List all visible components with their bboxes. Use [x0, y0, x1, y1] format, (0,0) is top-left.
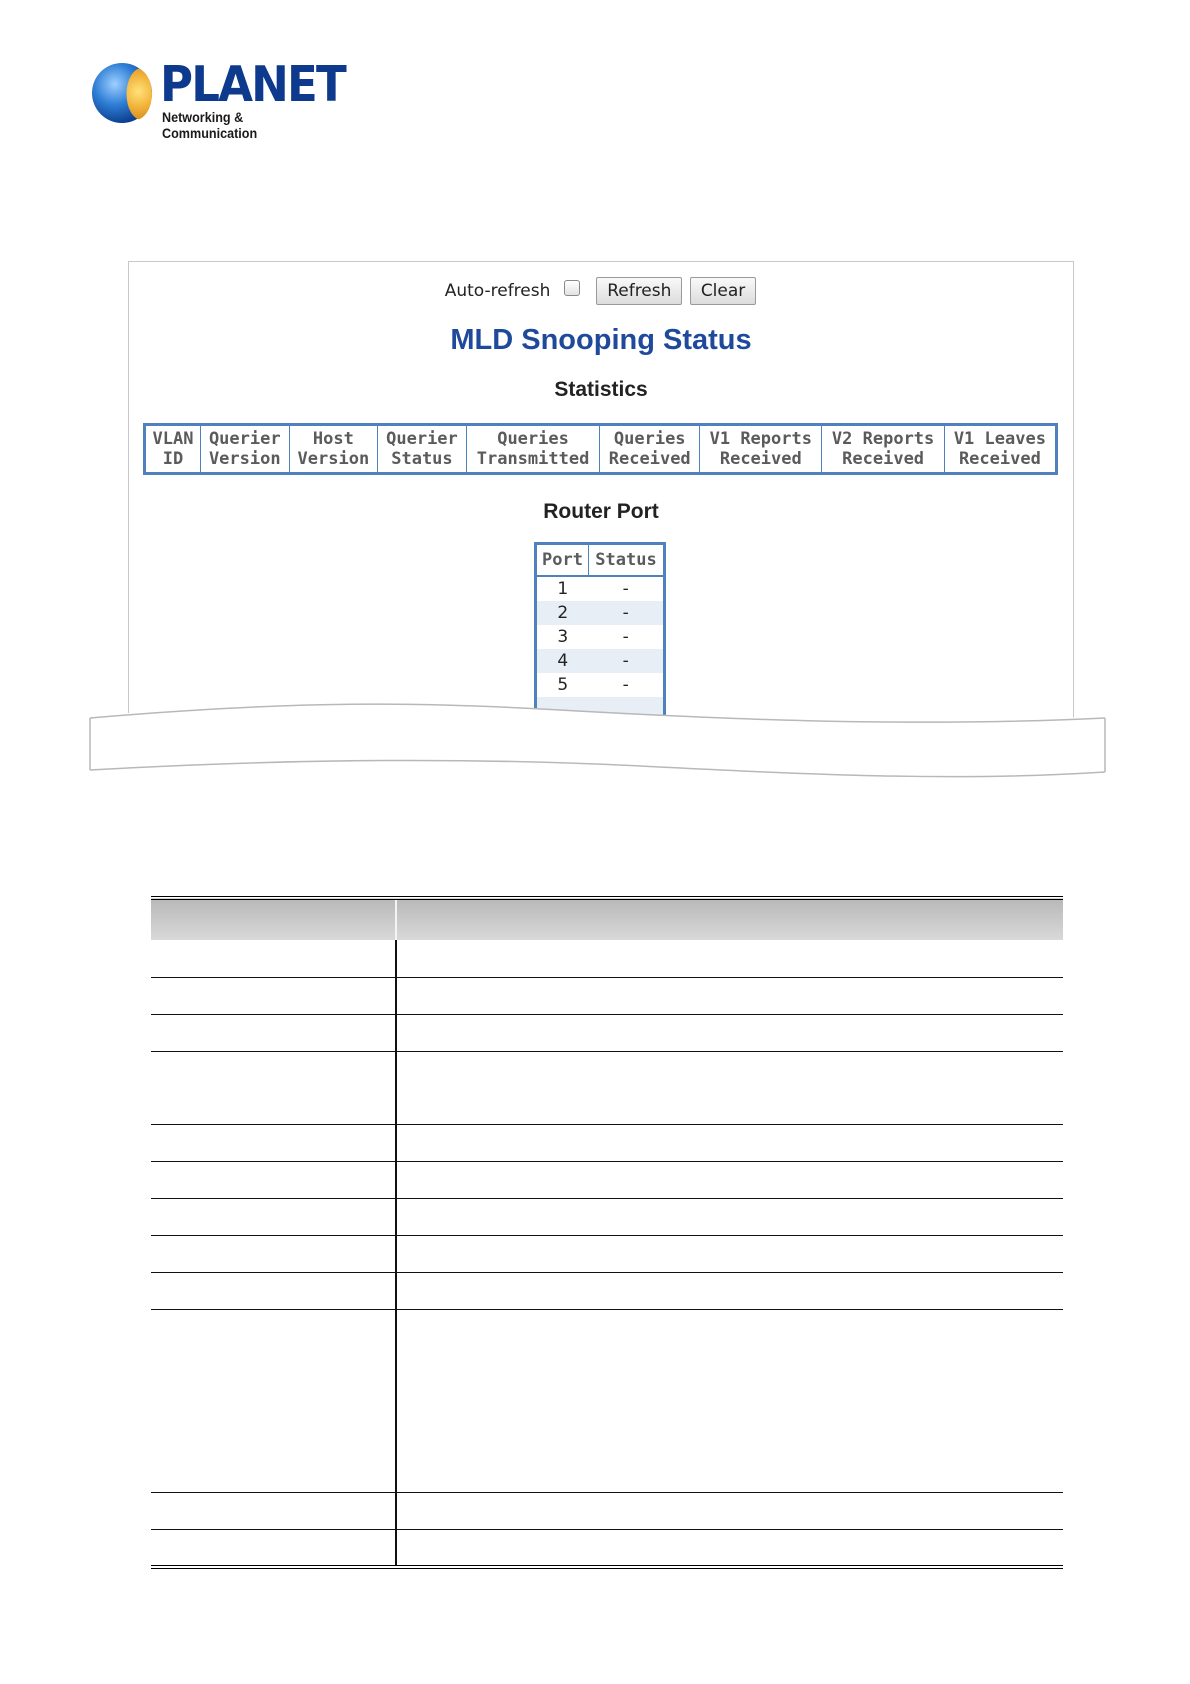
- col-v2-reports-received: V2 Reports Received: [822, 425, 944, 474]
- table-row: [151, 1492, 1063, 1529]
- object-cell: [151, 1492, 396, 1529]
- description-cell: [396, 1272, 1063, 1309]
- col-status: Status: [588, 544, 664, 577]
- col-querier-version: Querier Version: [200, 425, 289, 474]
- table-row: [151, 940, 1063, 977]
- page-tear-effect: [0, 0, 1190, 800]
- table-row: [151, 1529, 1063, 1567]
- status-cell: -: [622, 579, 629, 599]
- object-cell: [151, 1529, 396, 1567]
- table-row: [151, 1161, 1063, 1198]
- object-cell: [151, 1161, 396, 1198]
- status-cell: -: [622, 627, 629, 647]
- object-cell: [151, 1272, 396, 1309]
- port-cell: 1: [557, 579, 569, 599]
- description-cell: [396, 1198, 1063, 1235]
- refresh-button[interactable]: Refresh: [596, 277, 682, 305]
- status-cell: -: [588, 649, 664, 673]
- tear-fill: [88, 704, 1106, 800]
- description-cell: [396, 1492, 1063, 1529]
- col-port: Port: [536, 544, 589, 577]
- status-cell: -: [622, 675, 629, 695]
- object-cell: [151, 1051, 396, 1124]
- port-cell: 3: [557, 627, 569, 647]
- object-cell: [151, 940, 396, 977]
- router-port-title: Router Port: [543, 500, 659, 523]
- table-row: [151, 1272, 1063, 1309]
- description-cell: [396, 1235, 1063, 1272]
- description-cell: [396, 940, 1063, 977]
- desc-header-description: [396, 898, 1063, 940]
- col-queries-received: Queries Received: [600, 425, 700, 474]
- description-cell: [396, 1309, 1063, 1492]
- table-row: [151, 977, 1063, 1014]
- table-row: [151, 1051, 1063, 1124]
- col-v1-leaves-received: V1 Leaves Received: [944, 425, 1056, 474]
- description-table: [151, 896, 1063, 1569]
- port-cell: 5: [557, 675, 569, 695]
- table-row: [151, 1198, 1063, 1235]
- col-queries-transmitted: Queries Transmitted: [466, 425, 600, 474]
- object-cell: [151, 1235, 396, 1272]
- description-cell: [396, 1529, 1063, 1567]
- statistics-title: Statistics: [554, 378, 648, 401]
- logo-tagline: Networking & Communication: [162, 109, 258, 141]
- table-row: [151, 1124, 1063, 1161]
- col-v1-reports-received: V1 Reports Received: [700, 425, 822, 474]
- col-querier-status: Querier Status: [378, 425, 467, 474]
- description-cell: [396, 1014, 1063, 1051]
- page-title: MLD Snooping Status: [450, 324, 752, 356]
- table-row: [151, 1309, 1063, 1492]
- object-cell: [151, 977, 396, 1014]
- object-cell: [151, 1198, 396, 1235]
- object-cell: [151, 1309, 396, 1492]
- object-cell: [151, 1124, 396, 1161]
- table-row: [151, 1235, 1063, 1272]
- description-cell: [396, 1161, 1063, 1198]
- port-cell: 4: [536, 649, 589, 673]
- status-cell: -: [588, 601, 664, 625]
- description-cell: [396, 1124, 1063, 1161]
- logo-wordmark: PLANET: [160, 56, 345, 113]
- col-host-version: Host Version: [289, 425, 378, 474]
- auto-refresh-label: Auto-refresh: [444, 281, 551, 301]
- table-row: [151, 1014, 1063, 1051]
- desc-header-object: [151, 898, 396, 940]
- description-cell: [396, 1051, 1063, 1124]
- port-cell: 2: [536, 601, 589, 625]
- object-cell: [151, 1014, 396, 1051]
- clear-button[interactable]: Clear: [690, 277, 756, 305]
- col-vlan-id: VLAN ID: [145, 425, 201, 474]
- description-cell: [396, 977, 1063, 1014]
